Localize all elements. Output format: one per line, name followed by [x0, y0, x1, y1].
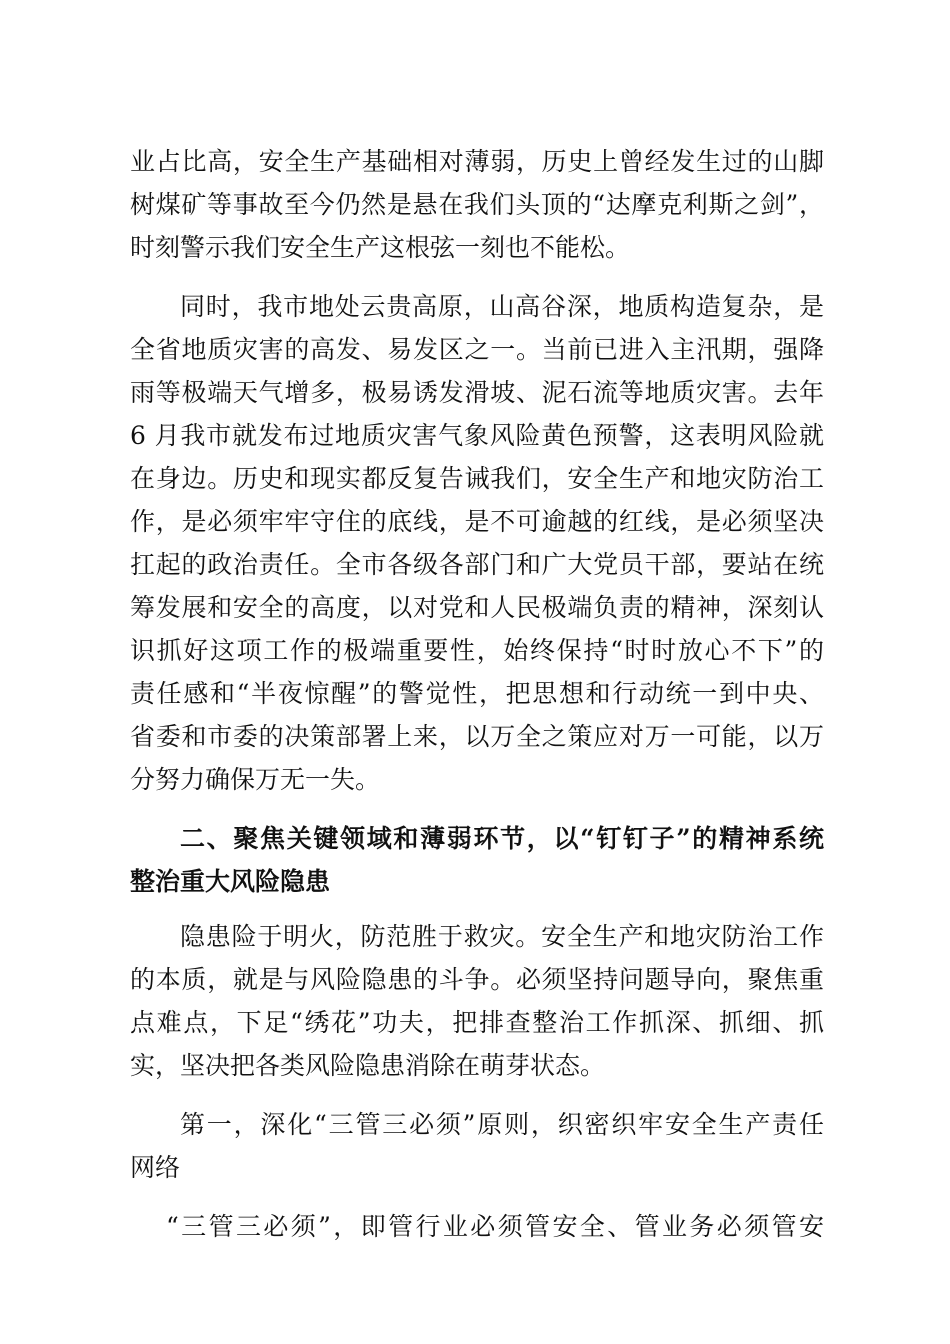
- text-line: 雨等极端天气增多，极易诱发滑坡、泥石流等地质灾害。去年: [130, 378, 824, 407]
- text-line: 隐患险于明火，防范胜于救灾。安全生产和地灾防治工作: [180, 922, 824, 951]
- text-line: 的本质，就是与风险隐患的斗争。必须坚持问题导向，聚焦重: [130, 965, 824, 994]
- text-line: 同时，我市地处云贵高原，山高谷深，地质构造复杂，是: [180, 292, 824, 321]
- text-line: 网络: [130, 1153, 181, 1182]
- paragraph-hazard-intro: [130, 915, 824, 1087]
- text-line: 全省地质灾害的高发、易发区之一。当前已进入主汛期，强降: [130, 335, 824, 364]
- text-line: 6 月我市就发布过地质灾害气象风险黄色预警，这表明风险就: [130, 421, 824, 450]
- document-body: [130, 140, 824, 1248]
- paragraph-subheading-first: [130, 1103, 824, 1189]
- heading-line: 整治重大风险隐患: [130, 867, 331, 896]
- text-line: 识抓好这项工作的极端重要性，始终保持“时时放心不下”的: [130, 636, 824, 665]
- paragraph-risk-context: [130, 285, 824, 801]
- text-line: 树煤矿等事故至今仍然是悬在我们头顶的“达摩克利斯之剑”，: [130, 190, 824, 219]
- text-line: 责任感和“半夜惊醒”的警觉性，把思想和行动统一到中央、: [130, 679, 824, 708]
- text-line: 实，坚决把各类风险隐患消除在萌芽状态。: [130, 1051, 606, 1080]
- text-line: 省委和市委的决策部署上来，以万全之策应对万一可能，以万: [130, 722, 824, 751]
- section-heading: [130, 817, 824, 903]
- paragraph-continuation: [130, 140, 824, 269]
- text-line: 时刻警示我们安全生产这根弦一刻也不能松。: [130, 233, 631, 262]
- text-line: 扛起的政治责任。全市各级各部门和广大党员干部，要站在统: [130, 550, 824, 579]
- text-line: 点难点，下足“绣花”功夫，把排查整治工作抓深、抓细、抓: [130, 1008, 824, 1037]
- paragraph-three-manages: [130, 1205, 824, 1248]
- text-line: 第一，深化“三管三必须”原则，织密织牢安全生产责任: [180, 1110, 824, 1139]
- text-line: 业占比高，安全生产基础相对薄弱，历史上曾经发生过的山脚: [130, 147, 824, 176]
- text-line: 作，是必须牢牢守住的底线，是不可逾越的红线，是必须坚决: [130, 507, 824, 536]
- text-line: “三管三必须”，即管行业必须管安全、管业务必须管安: [166, 1212, 824, 1241]
- text-line: 分努力确保万无一失。: [130, 765, 381, 794]
- heading-line: 二、聚焦关键领域和薄弱环节，以“钉钉子”的精神系统: [180, 824, 824, 853]
- text-line: 筹发展和安全的高度，以对党和人民极端负责的精神，深刻认: [130, 593, 824, 622]
- text-line: 在身边。历史和现实都反复告诫我们，安全生产和地灾防治工: [130, 464, 824, 493]
